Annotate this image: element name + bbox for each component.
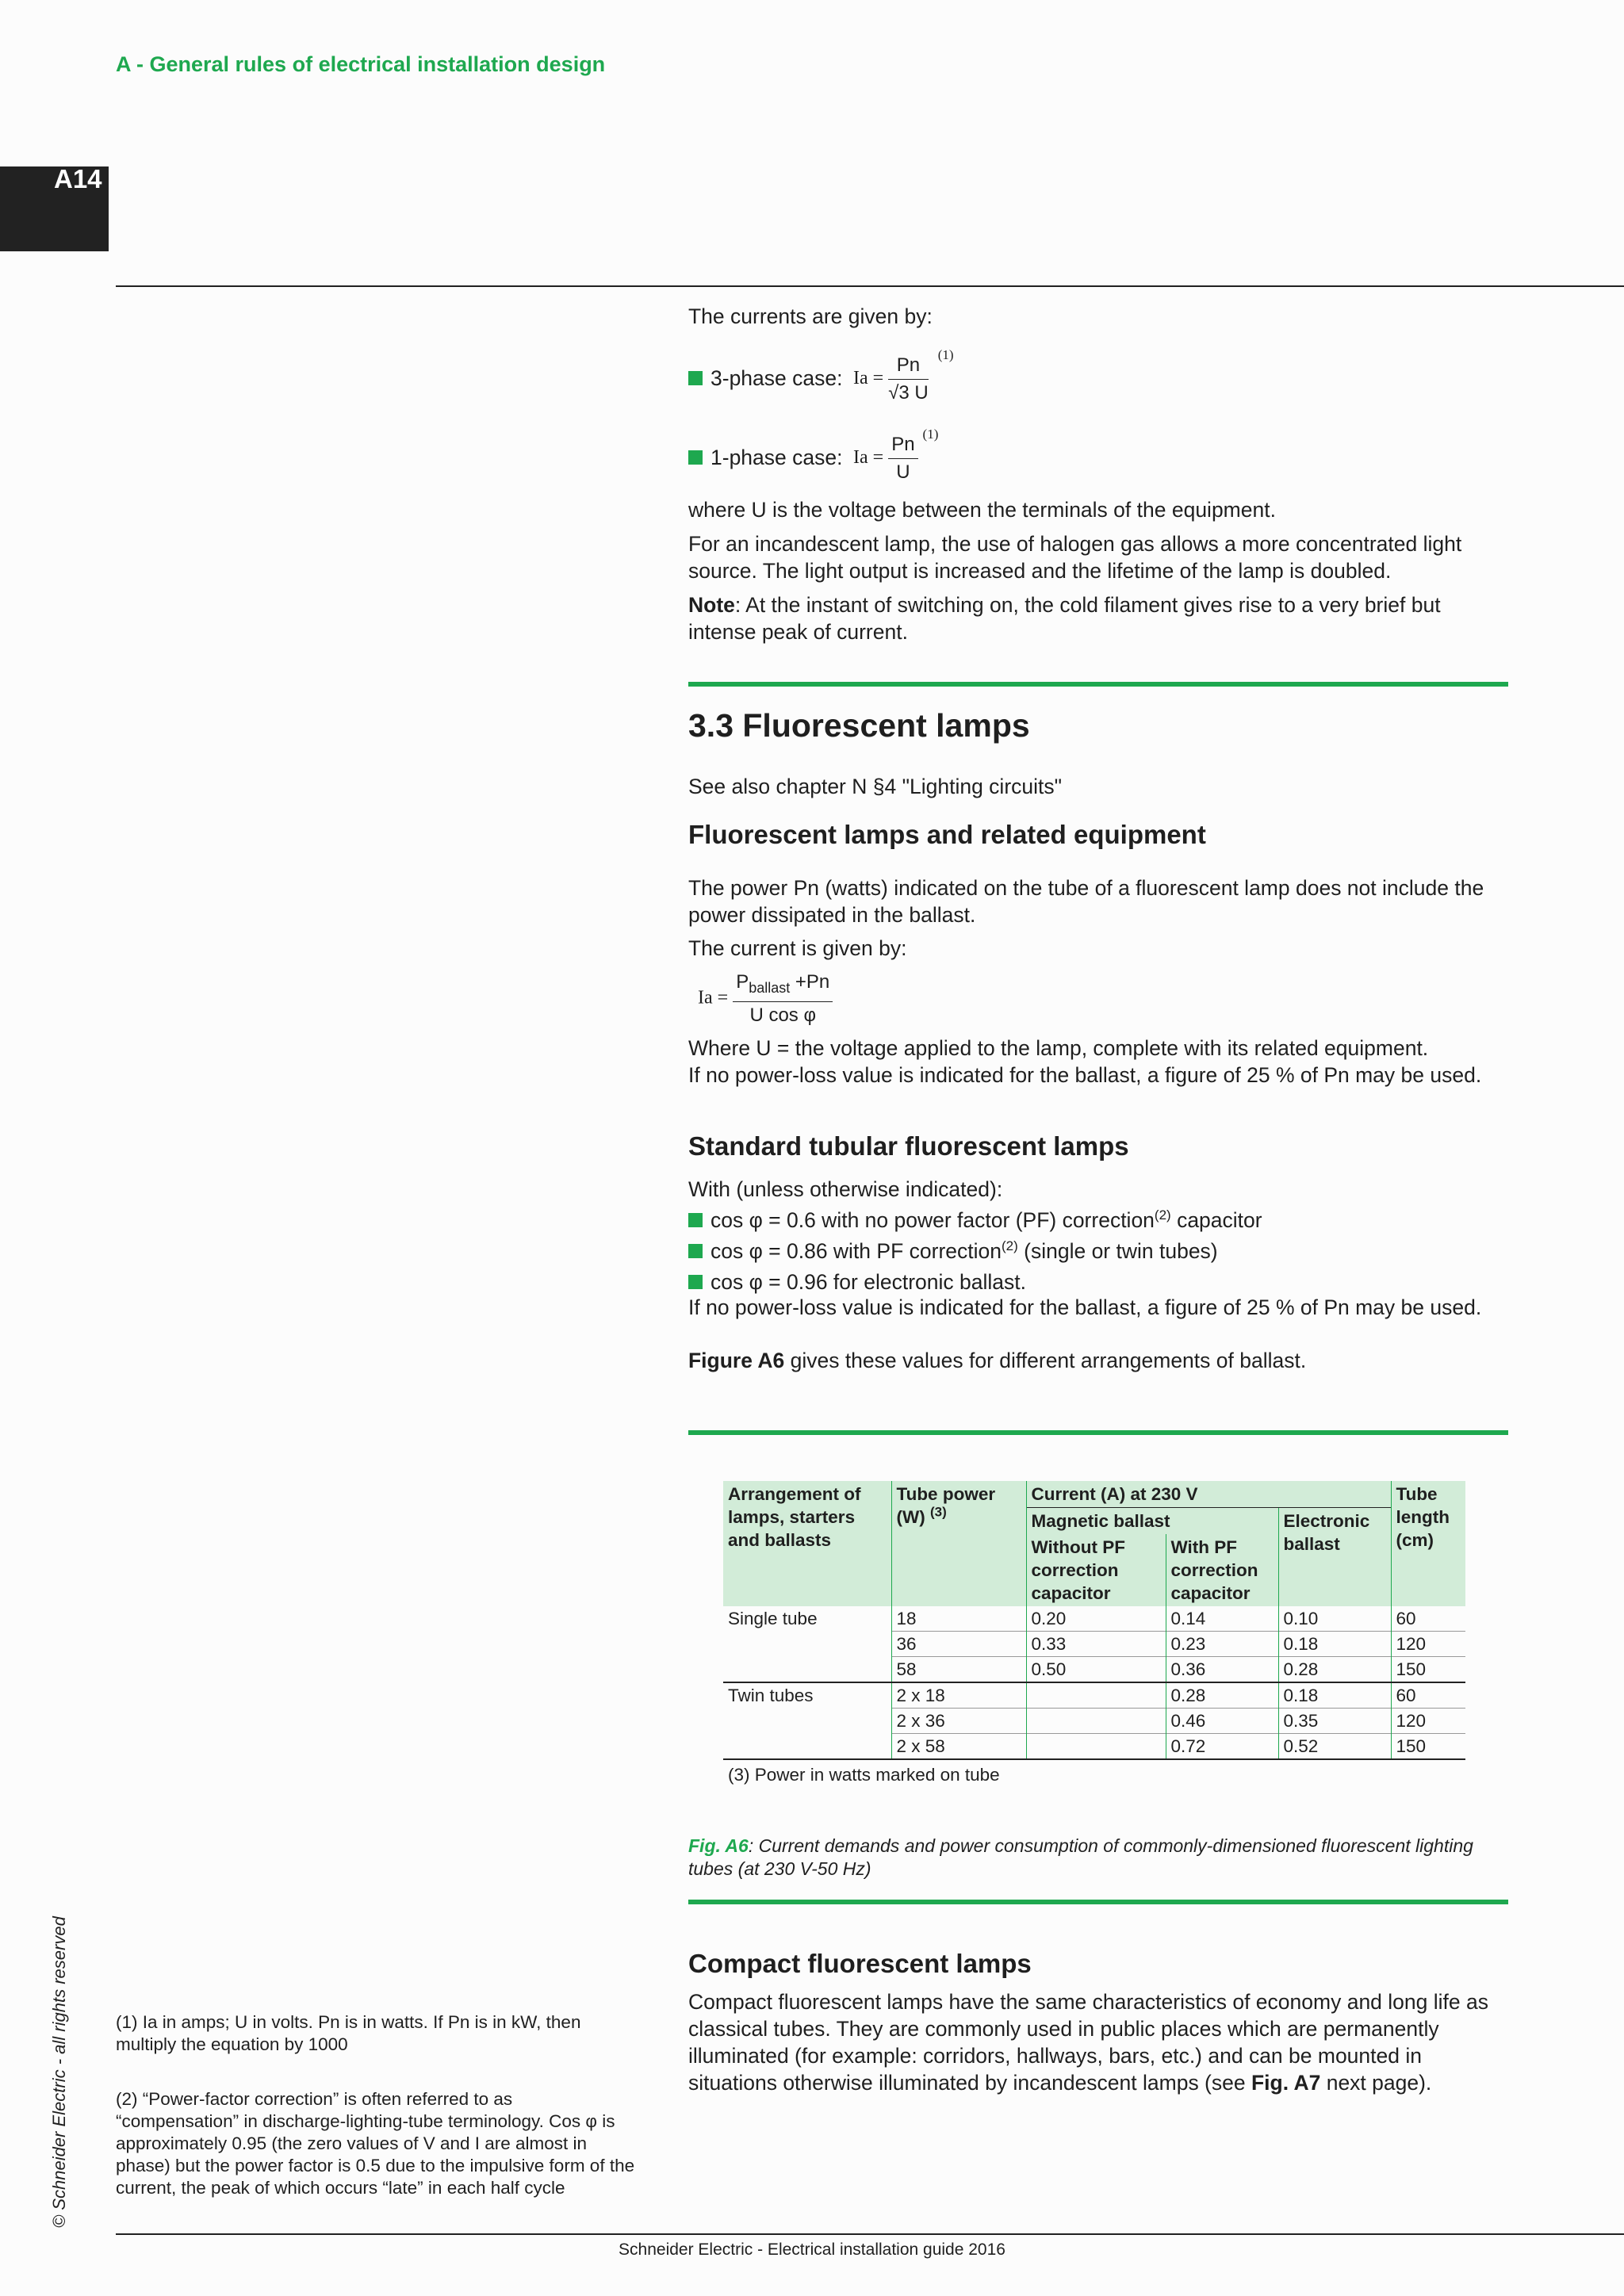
bullet-text: cos φ = 0.86 with PF correction <box>710 1239 1002 1263</box>
power-loss-text-2: If no power-loss value is indicated for the ballast, a figure of 25 % of Pn may be used. <box>688 1295 1482 1319</box>
formula-fluorescent <box>698 969 833 1029</box>
cell-with: 0.46 <box>1166 1709 1278 1734</box>
formula-footnote-ref: (1) <box>937 347 954 363</box>
cell-electronic: 0.10 <box>1278 1606 1391 1632</box>
caption-label: Fig. A6 <box>688 1835 749 1856</box>
footer-divider <box>116 2233 1624 2235</box>
power-text: The power Pn (watts) indicated on the tube of a fluorescent lamp does not include the power dissipated in the ballast. <box>688 876 1484 927</box>
bullet-cos-096 <box>688 1269 1513 1295</box>
bullet-cos-086 <box>688 1238 1513 1265</box>
cell-with: 0.72 <box>1166 1734 1278 1760</box>
header-tube-power <box>891 1481 1026 1606</box>
cell-power: 58 <box>891 1657 1026 1683</box>
compact-body-end: next page). <box>1320 2071 1432 2095</box>
one-phase-label: 1-phase case: <box>710 446 843 469</box>
current-intro: The current is given by: <box>688 936 907 960</box>
table-row <box>723 1682 1465 1709</box>
compact-body: Compact fluorescent lamps have the same characteristics of economy and long life as classical tubes. They are commonly used in public places which are permanently illuminated (for example: corridors, hallways, bars, etc.) and can be mounted in situations otherwise illuminated by incandescent lamps (see <box>688 1990 1488 2095</box>
incandescent-text: For an incandescent lamp, the use of halogen gas allows a more concentrated light source. The light output is increased and the lifetime of the lamp is doubled. <box>688 532 1462 583</box>
cell-electronic: 0.18 <box>1278 1632 1391 1657</box>
cell-without <box>1026 1734 1166 1760</box>
formula-numerator: Pn <box>888 431 917 459</box>
compact-section <box>688 1950 1513 2096</box>
table-footnote: (3) Power in watts marked on tube <box>728 1765 1000 1785</box>
cell-electronic: 0.28 <box>1278 1657 1391 1683</box>
with-intro: With (unless otherwise indicated): <box>688 1177 1003 1201</box>
three-phase-case <box>688 365 1513 392</box>
subsection-title-equipment: Fluorescent lamps and related equipment <box>688 820 1206 849</box>
cell-length: 150 <box>1391 1657 1465 1683</box>
subsection-title-tubular: Standard tubular fluorescent lamps <box>688 1131 1129 1161</box>
formula-lhs: Ia = <box>853 447 884 469</box>
bullet-icon <box>688 1213 703 1227</box>
cell-electronic: 0.52 <box>1278 1734 1391 1760</box>
header-tube-power-text: Tube power (W) <box>896 1484 996 1527</box>
figure-reference <box>688 1347 1513 1374</box>
bullet-text: cos φ = 0.96 for electronic ballast. <box>710 1270 1026 1294</box>
formula-sub: ballast <box>749 979 791 996</box>
where-u-lamp: Where U = the voltage applied to the lamp, complete with its related equipment. <box>688 1036 1429 1060</box>
cell-electronic: 0.35 <box>1278 1709 1391 1734</box>
formula-1phase <box>853 427 939 486</box>
figure-bottom-divider <box>688 1900 1508 1904</box>
section-title: 3.3 Fluorescent lamps <box>688 707 1030 744</box>
cell-with: 0.36 <box>1166 1657 1278 1683</box>
copyright-notice: © Schneider Electric - all rights reserved <box>49 1916 69 2228</box>
header-magnetic: Magnetic ballast <box>1026 1508 1278 1535</box>
footnote-2: (2) “Power-factor correction” is often referred to as “compensation” in discharge-lighting-tube terminology. Cos φ is approximately 0.95 (the zero values of V and I are almost in phase) but the power factor is 0.5 due to the impulsive form of the current, the peak of which occurs “late” in each half cycle <box>116 2089 635 2198</box>
bullet-text-end: (single or twin tubes) <box>1017 1239 1218 1263</box>
table-row <box>723 1606 1465 1632</box>
footnote-ref: (2) <box>1002 1238 1018 1254</box>
formula-numerator <box>733 969 833 1002</box>
cell-without <box>1026 1682 1166 1709</box>
bullet-icon <box>688 1244 703 1258</box>
cell-without: 0.33 <box>1026 1632 1166 1657</box>
cell-without: 0.50 <box>1026 1657 1166 1683</box>
cell-power: 36 <box>891 1632 1026 1657</box>
header-electronic: Electronic ballast <box>1278 1508 1391 1607</box>
header-tube-length: Tube length (cm) <box>1391 1481 1465 1606</box>
bullet-cos-06 <box>688 1207 1513 1234</box>
header-with-pf: With PF correction capacitor <box>1166 1534 1278 1606</box>
header-arrangement: Arrangement of lamps, starters and ballasts <box>723 1481 891 1606</box>
footnote-1: (1) Ia in amps; U in volts. Pn is in watts. If Pn is in kW, then multiply the equation by 1000 <box>116 2012 581 2054</box>
bullet-text-end: capacitor <box>1170 1208 1262 1232</box>
formula-footnote-ref: (1) <box>922 427 939 442</box>
formula-rest: +Pn <box>790 971 830 993</box>
footnote-ref: (3) <box>930 1504 947 1520</box>
cell-length: 60 <box>1391 1682 1465 1709</box>
bullet-icon <box>688 1275 703 1289</box>
cell-electronic: 0.18 <box>1278 1682 1391 1709</box>
section-divider <box>688 682 1508 687</box>
note-text <box>688 591 1513 645</box>
cell-length: 120 <box>1391 1709 1465 1734</box>
formula-lhs: Ia = <box>698 987 729 1008</box>
compact-fig-ref: Fig. A7 <box>1251 2071 1321 2095</box>
formula-denominator: U <box>896 461 910 483</box>
page-number: A14 <box>54 164 102 193</box>
one-phase-case <box>688 444 1513 471</box>
note-body: : At the instant of switching on, the cold filament gives rise to a very brief but intense peak of current. <box>688 593 1441 644</box>
footnote-ref: (2) <box>1154 1207 1171 1223</box>
cell-length: 150 <box>1391 1734 1465 1760</box>
power-loss-text: If no power-loss value is indicated for the ballast, a figure of 25 % of Pn may be used. <box>688 1063 1482 1087</box>
cell-with: 0.28 <box>1166 1682 1278 1709</box>
figure-caption <box>688 1835 1513 1881</box>
cell-without <box>1026 1709 1166 1734</box>
compact-text <box>688 1988 1513 2096</box>
bullet-icon <box>688 450 703 465</box>
cell-with: 0.23 <box>1166 1632 1278 1657</box>
cell-power: 2 x 36 <box>891 1709 1026 1734</box>
formula-denominator: √3 U <box>888 382 929 404</box>
header-current: Current (A) at 230 V <box>1026 1481 1391 1508</box>
page-footer: Schneider Electric - Electrical installation guide 2016 <box>619 2241 1005 2259</box>
bullet-text: cos φ = 0.6 with no power factor (PF) correction <box>710 1208 1155 1232</box>
cell-length: 60 <box>1391 1606 1465 1632</box>
cell-power: 2 x 58 <box>891 1734 1026 1760</box>
chapter-header: A - General rules of electrical installation design <box>116 52 606 76</box>
formula-numerator: Pn <box>888 352 929 380</box>
where-u-text: where U is the voltage between the terminals of the equipment. <box>688 498 1276 522</box>
row-group-single: Single tube <box>728 1609 818 1628</box>
bullet-icon <box>688 371 703 385</box>
currents-intro: The currents are given by: <box>688 304 933 328</box>
caption-text: : Current demands and power consumption of commonly-dimensioned fluorescent lighting tubes (at 230 V-50 Hz) <box>688 1835 1473 1879</box>
formula-lhs: Ia = <box>853 368 884 389</box>
compact-title: Compact fluorescent lamps <box>688 1949 1032 1978</box>
figure-ref-link: Figure A6 <box>688 1349 785 1372</box>
header-without-pf: Without PF correction capacitor <box>1026 1534 1166 1606</box>
cell-power: 18 <box>891 1606 1026 1632</box>
fluorescent-table <box>723 1481 1465 1787</box>
formula-3phase <box>853 347 954 407</box>
cell-without: 0.20 <box>1026 1606 1166 1632</box>
three-phase-label: 3-phase case: <box>710 366 843 390</box>
cell-with: 0.14 <box>1166 1606 1278 1632</box>
row-group-twin: Twin tubes <box>723 1682 891 1759</box>
formula-p: P <box>736 971 749 993</box>
see-also: See also chapter N §4 "Lighting circuits" <box>688 775 1063 798</box>
formula-denominator: U cos φ <box>749 1004 817 1026</box>
cell-power: 2 x 18 <box>891 1682 1026 1709</box>
figure-top-divider <box>688 1430 1508 1435</box>
figure-ref-text: gives these values for different arrangements of ballast. <box>784 1349 1307 1372</box>
note-label: Note <box>688 593 735 617</box>
cell-length: 120 <box>1391 1632 1465 1657</box>
